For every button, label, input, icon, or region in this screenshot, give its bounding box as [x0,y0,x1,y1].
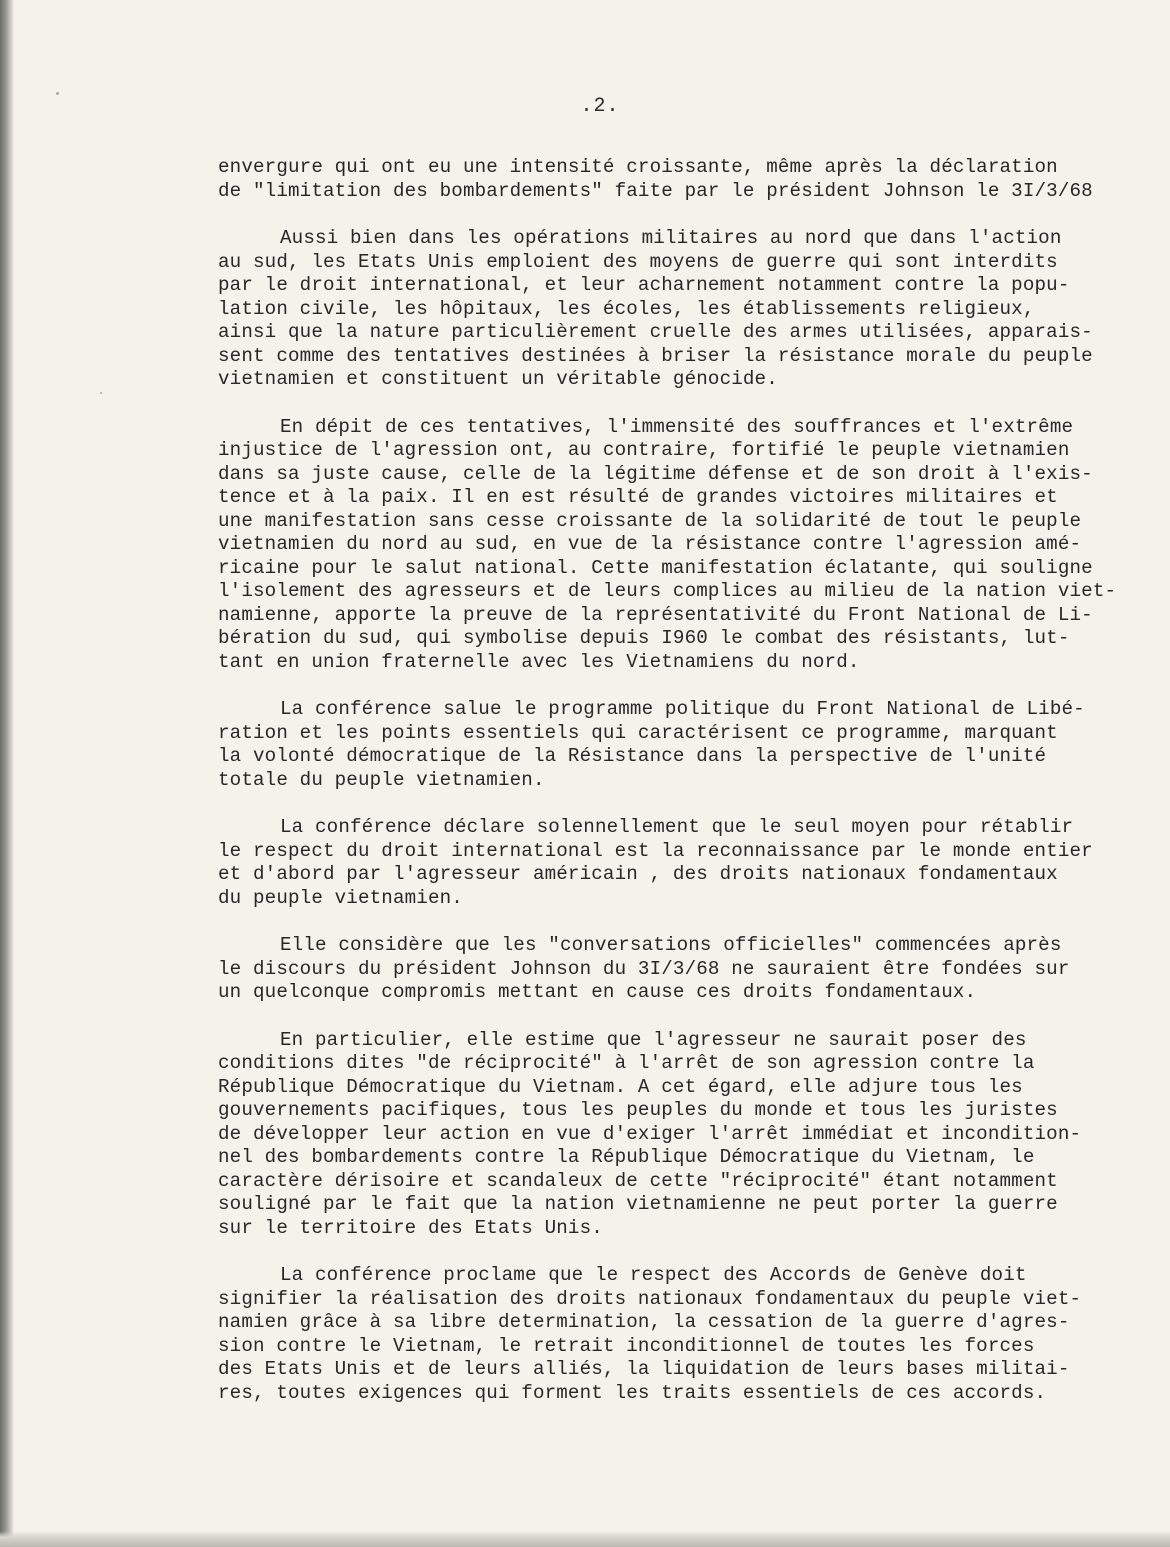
text-line: gouvernements pacifiques, tous les peuples du monde et tous les juristes [218,1099,1058,1121]
paragraph [218,934,1150,1005]
document-body [218,156,1150,1429]
text-line: sent comme des tentatives destinées à briser la résistance morale du peuple [218,344,1093,367]
paragraph [218,698,1150,792]
text-line: conditions dites "de réciprocité" à l'arrêt de son agression contre la [218,1052,1035,1074]
page-bottom-edge-shadow [0,1531,1170,1547]
text-line: injustice de l'agression ont, au contraire, fortifié le peuple vietnamien [218,439,1070,461]
text-line: vietnamien du nord au sud, en vue de la résistance contre l'agression amé- [218,533,1082,555]
text-line: En dépit de ces tentatives, l'immensité des souffrances et l'extrême [280,415,1074,438]
text-line: signifier la réalisation des droits nationaux fondamentaux du peuple viet- [218,1287,1082,1310]
text-line: souligné par le fait que la nation vietnamienne ne peut porter la guerre [218,1193,1058,1215]
text-line: totale du peuple vietnamien. [218,768,545,791]
text-line: un quelconque compromis mettant en cause ces droits fondamentaux. [218,981,977,1003]
text-line: vietnamien et constituent un véritable génocide. [218,368,778,390]
text-line: l'isolement des agresseurs et de leurs complices au milieu de la nation viet- [218,580,1117,602]
text-line: la volonté démocratique de la Résistance dans la perspective de l'unité [218,745,1047,767]
text-line: sur le territoire des Etats Unis. [218,1216,603,1239]
text-line: une manifestation sans cesse croissante de la solidarité de tout le peuple [218,509,1082,532]
text-line: ricaine pour le salut national. Cette manifestation éclatante, qui souligne [218,556,1093,579]
text-line: En particulier, elle estime que l'agresseur ne saurait poser des [280,1028,1027,1051]
text-line: envergure qui ont eu une intensité croissante, même après la déclaration [218,156,1058,178]
paragraph [218,1264,1150,1405]
text-line: nel des bombardements contre la République Démocratique du Vietnam, le [218,1146,1035,1168]
text-line: tence et à la paix. Il en est résulté de grandes victoires militaires et [218,486,1058,508]
paragraph [218,416,1150,675]
paragraph [218,227,1150,392]
paper-mark [100,392,102,394]
text-line: La conférence salue le programme politique du Front National de Libé- [280,698,1085,720]
text-line: La conférence déclare solennellement que le seul moyen pour rétablir [280,816,1074,838]
text-line: et d'abord par l'agresseur américain , des droits nationaux fondamentaux [218,863,1058,885]
text-line: de "limitation des bombardements" faite par le président Johnson le 3I/3/68 [218,179,1093,202]
text-line: de développer leur action en vue d'exiger l'arrêt immédiat et incondition- [218,1122,1082,1145]
paragraph [218,1029,1150,1241]
paragraph [218,156,1150,203]
page-number: .2. [580,95,620,118]
text-line: par le droit international, et leur acharnement notamment contre la popu- [218,274,1070,296]
text-line: La conférence proclame que le respect des Accords de Genève doit [280,1264,1027,1286]
text-line: ration et les points essentiels qui caractérisent ce programme, marquant [218,721,1058,744]
page-left-edge-shadow [0,0,14,1547]
text-line: des Etats Unis et de leurs alliés, la liquidation de leurs bases militai- [218,1358,1070,1380]
text-line: caractère dérisoire et scandaleux de cette "réciprocité" étant notamment [218,1169,1058,1192]
text-line: le discours du président Johnson du 3I/3/68 ne sauraient être fondées sur [218,957,1070,980]
text-line: Aussi bien dans les opérations militaires au nord que dans l'action [280,227,1062,249]
text-line: tant en union fraternelle avec les Vietnamiens du nord. [218,650,860,673]
text-line: bération du sud, qui symbolise depuis I960 le combat des résistants, lut- [218,627,1070,649]
text-line: du peuple vietnamien. [218,886,463,909]
text-line: namienne, apporte la preuve de la représentativité du Front National de Li- [218,603,1093,626]
paragraph [218,816,1150,910]
paper-mark [56,92,59,95]
text-line: au sud, les Etats Unis emploient des moyens de guerre qui sont interdits [218,250,1058,273]
text-line: sion contre le Vietnam, le retrait inconditionnel de toutes les forces [218,1334,1035,1357]
text-line: res, toutes exigences qui forment les traits essentiels de ces accords. [218,1381,1047,1404]
text-line: lation civile, les hôpitaux, les écoles, les établissements religieux, [218,297,1035,320]
text-line: dans sa juste cause, celle de la légitime défense et de son droit à l'exis- [218,462,1093,485]
text-line: namien grâce à sa libre determination, la cessation de la guerre d'agres- [218,1311,1070,1333]
text-line: République Démocratique du Vietnam. A cet égard, elle adjure tous les [218,1075,1023,1098]
text-line: Elle considère que les "conversations officielles" commencées après [280,934,1062,956]
text-line: le respect du droit international est la reconnaissance par le monde entier [218,839,1093,862]
text-line: ainsi que la nature particulièrement cruelle des armes utilisées, apparais- [218,321,1093,343]
